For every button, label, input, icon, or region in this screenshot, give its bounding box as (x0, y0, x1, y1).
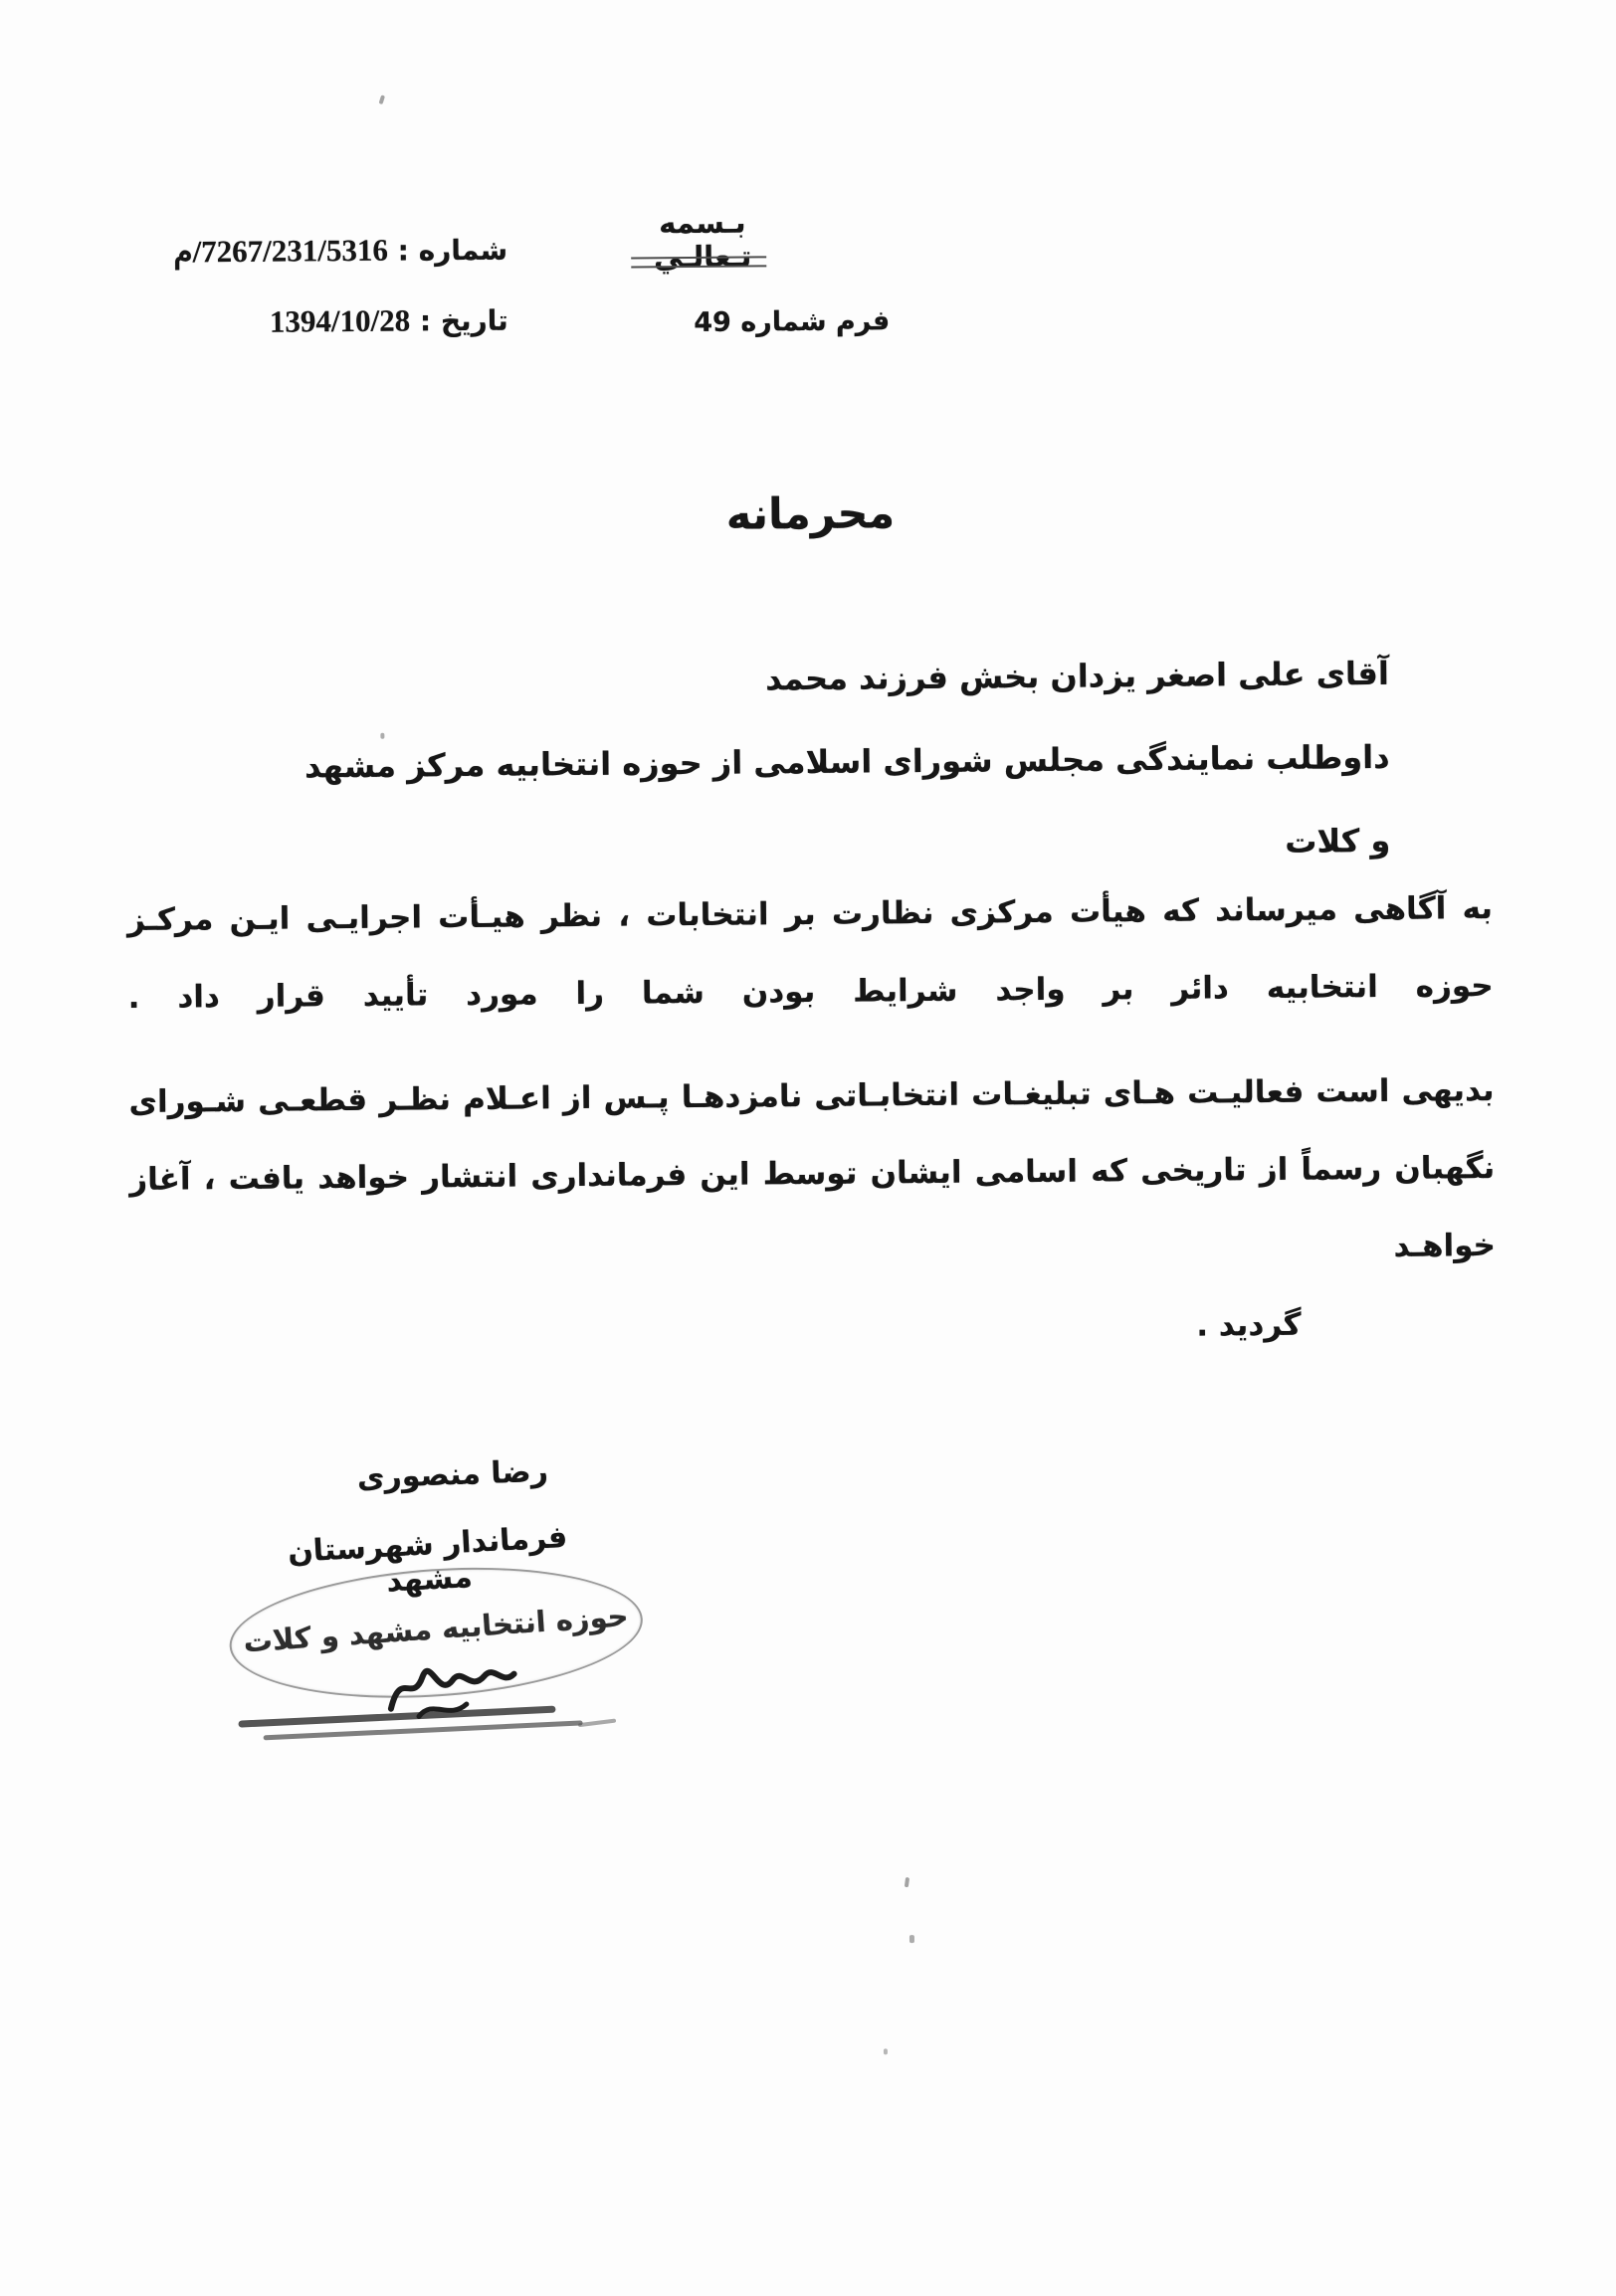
besmellah-text: بـسمه تـعالـي (653, 205, 752, 275)
body-paragraph1-line2: حوزه انتخابیه دائر بر واجد شرایط بودن شما را مورد تأیید قرار داد . (127, 967, 1494, 1016)
body-paragraph2-line1: بدیهی است فعالیـت هـای تبلیغـات انتخابـاتی نامزدهـا پـس از اعـلام نظـر قطعـی شـورای (128, 1071, 1495, 1120)
letter-body (127, 869, 1497, 1374)
scan-speck (379, 95, 386, 104)
form-number: فرم شماره 49 (694, 305, 891, 338)
body-paragraph1-line1: به آگاهی میرساند که هیأت مرکزی نظارت بر انتخابات ، نظر هیـأت اجرایـی ایـن مرکـز (126, 889, 1494, 938)
addressee-block (295, 632, 1391, 892)
letter-number-row (82, 232, 507, 272)
besmellah-double-rule (631, 256, 766, 268)
letter-date-label: تاریخ : (419, 303, 508, 338)
signer-title: فرماندار شهرستان مشهد (287, 1519, 569, 1600)
addressee-name-line: آقای علی اصغر یزدان بخش فرزند محمد (764, 654, 1390, 698)
signer-name: رضا منصوری (356, 1453, 549, 1496)
body-paragraph2-line2: نگهبان رسماً از تاریخی که اسامی ایشان توسط این فرمانداری انتشار خواهد یافت ، آغاز خواهـد (129, 1149, 1497, 1264)
scan-speck (909, 1935, 914, 1943)
scan-speck (905, 1877, 909, 1887)
oval-stamp-text: حوزه انتخابیه مشهد و کلات (242, 1599, 630, 1659)
scan-speck (884, 2048, 888, 2054)
addressee-title-line: داوطلب نمایندگی مجلس شورای اسلامی از حوزه انتخابیه مرکز مشهد و کلات (303, 737, 1391, 861)
classification-heading: محرمانه (725, 488, 896, 540)
letter-date-value: 1394/10/28 (269, 302, 411, 339)
letter-number-label: شماره : (397, 233, 508, 268)
letter-date-row (83, 302, 508, 342)
letter-number-value: 7267/231/5316/م (173, 232, 389, 270)
scan-speck (380, 733, 384, 739)
signature-scribble (223, 1644, 652, 1758)
body-paragraph2-line3: گردید . (1196, 1306, 1302, 1344)
